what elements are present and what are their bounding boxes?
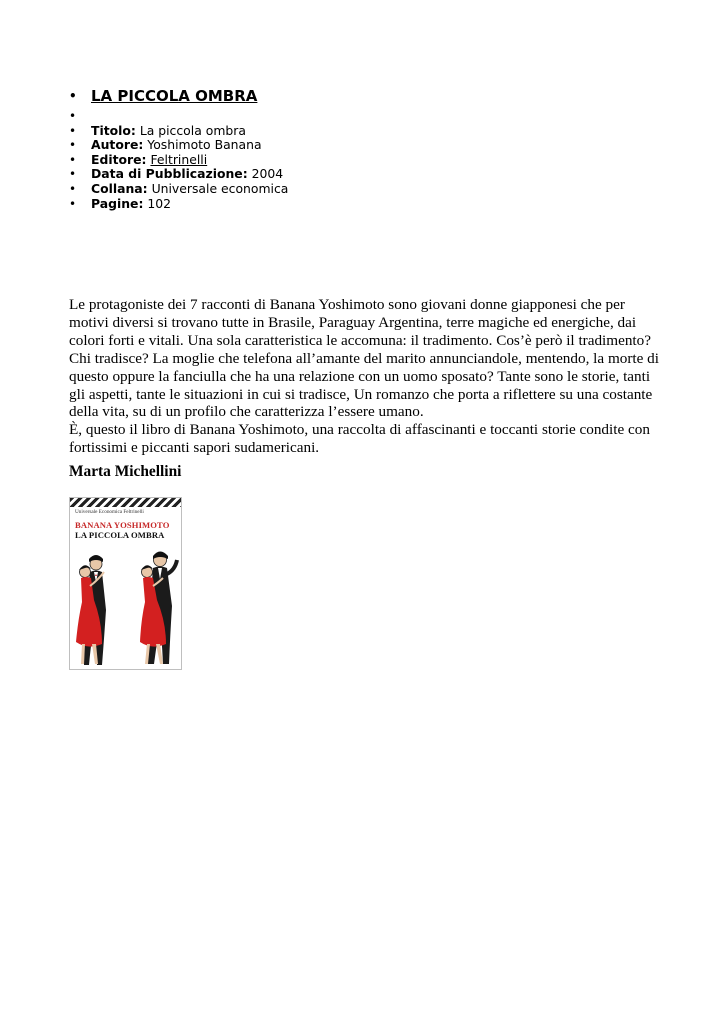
field-label: Pagine: <box>91 195 144 211</box>
field-collana <box>69 182 288 197</box>
field-pagine <box>69 197 288 212</box>
field-label: Editore: <box>91 151 147 167</box>
publisher-link[interactable]: Feltrinelli <box>150 151 208 167</box>
field-autore <box>69 138 288 153</box>
field-label: Collana: <box>91 180 148 196</box>
book-info-list <box>69 86 288 211</box>
cover-series: Universale Economica Feltrinelli <box>75 509 144 515</box>
field-value: Universale economica <box>151 180 289 196</box>
review-body <box>69 296 659 457</box>
field-value: Yoshimoto Banana <box>147 137 262 153</box>
book-cover-image <box>69 497 182 670</box>
review-author: Marta Michellini <box>69 463 182 480</box>
cover-author: BANANA YOSHIMOTO <box>75 520 170 530</box>
cover-stripes <box>70 498 181 507</box>
field-titolo <box>69 124 288 139</box>
review-paragraph-1: Le protagoniste dei 7 racconti di Banana Yoshimoto sono giovani donne giapponesi che per motivi diversi si trovano tutte in Brasile, Paraguay Argentina, terre magiche ed energiche, dai colori forti e vitali. Una sola caratteristica le accomuna: il tradimento. Cos’è però il tradimento? Chi tradisce? La moglie che telefona all’amante del marito annunciandole, mentendo, la morte di questo oppure la fanciulla che ha una relazione con un uomo sposato? Tante sono le storie, tanti gli aspetti, tante le situazioni in cui si tradisce, Un romanzo che porta a riflettere su una costante della vita, su di un profilo che caratterizza l’essere umano. <box>69 296 659 421</box>
field-data <box>69 167 288 182</box>
field-editore <box>69 153 288 168</box>
cover-title: LA PICCOLA OMBRA <box>75 530 165 540</box>
field-label: Autore: <box>91 137 144 153</box>
field-label: Data di Pubblicazione: <box>91 166 248 182</box>
empty-bullet <box>69 109 288 124</box>
field-value: 102 <box>147 195 172 211</box>
field-value: La piccola ombra <box>139 122 246 138</box>
tango-dancers-illustration <box>70 546 182 670</box>
review-paragraph-2: È, questo il libro di Banana Yoshimoto, una raccolta di affascinanti e toccanti storie condite con fortissimi e piccanti sapori sudamericani. <box>69 421 650 457</box>
book-heading: • LA PICCOLA OMBRA <box>69 86 288 109</box>
field-value: 2004 <box>251 166 284 182</box>
field-label: Titolo: <box>91 122 136 138</box>
